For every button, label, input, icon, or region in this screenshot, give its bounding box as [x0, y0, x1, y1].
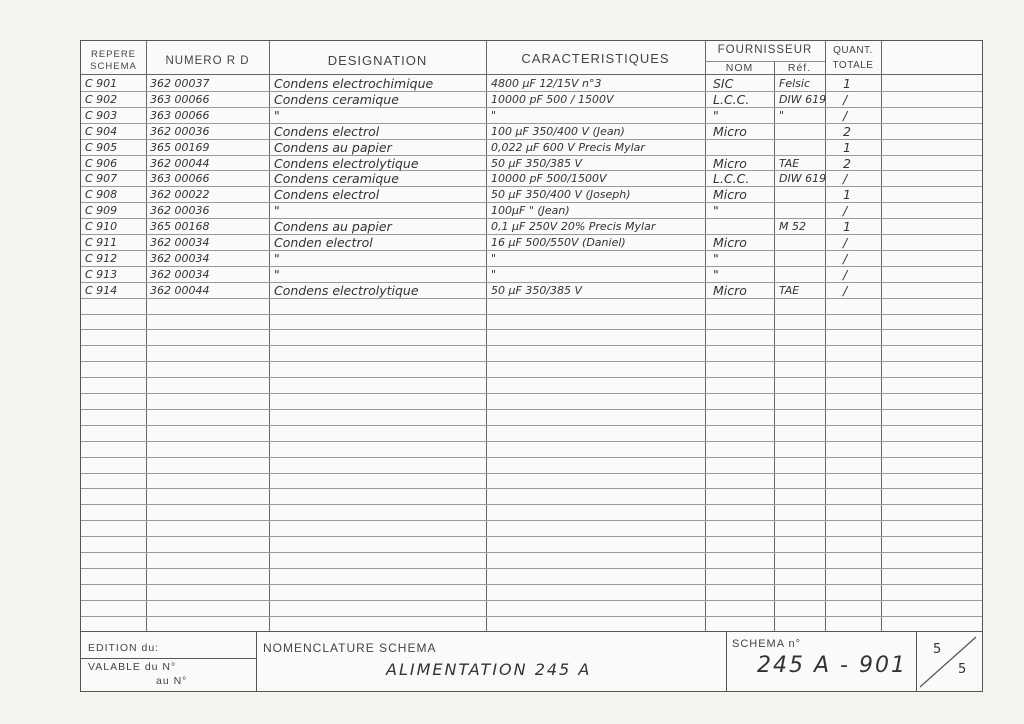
row-ref-cell: TAE [779, 283, 800, 297]
footer-page-number: 5 [933, 642, 942, 657]
row-designation-cell: Condens ceramique [274, 171, 399, 187]
footer-nomenclature-label: NOMENCLATURE SCHEMA [263, 641, 437, 655]
row-caracteristiques-cell: " [491, 267, 497, 281]
row-repere-cell: C 906 [85, 156, 118, 170]
row-numero-cell: 362 00044 [150, 156, 210, 170]
row-designation-cell: Condens electrochimique [274, 76, 434, 91]
table-rule-line [81, 616, 982, 617]
row-repere-cell: C 912 [85, 251, 118, 265]
row-repere-cell: C 914 [85, 283, 118, 297]
row-repere-cell: C 905 [85, 140, 118, 154]
header-bottom-line [81, 74, 982, 75]
table-rule-line [81, 314, 982, 315]
header-fournisseur: FOURNISSEUR [717, 44, 813, 56]
row-quant-cell: / [843, 171, 848, 187]
col-divider [705, 41, 706, 631]
row-ref-cell: M 52 [779, 220, 806, 234]
row-nom-cell: " [713, 107, 719, 123]
footer-divider [256, 631, 257, 691]
row-numero-cell: 363 00066 [150, 108, 210, 122]
row-designation-cell: Condens electrol [274, 123, 380, 139]
table-rule-line [81, 504, 982, 505]
footer-schema-label: SCHEMA n° [732, 638, 802, 650]
row-nom-cell: " [713, 203, 719, 219]
row-caracteristiques-cell: 10000 pF 500 / 1500V [491, 92, 614, 106]
table-rule-line [81, 345, 982, 346]
table-rule-line [81, 488, 982, 489]
row-quant-cell: / [843, 250, 848, 266]
row-caracteristiques-cell: 0,022 µF 600 V Precis Mylar [491, 140, 645, 154]
footer-edition-line [81, 658, 256, 659]
row-nom-cell: L.C.C. [713, 91, 750, 107]
table-rule-line [81, 552, 982, 553]
page-diagonal [916, 631, 982, 691]
row-numero-cell: 365 00169 [150, 140, 210, 154]
header-repere-line1: REPERE [90, 49, 137, 60]
table-rule-line [81, 520, 982, 521]
footer-divider [726, 631, 727, 691]
row-designation-cell: Condens electrol [274, 187, 380, 203]
header-caracteristiques: CARACTERISTIQUES [521, 51, 670, 66]
row-ref-cell: " [779, 108, 785, 122]
row-designation-cell: " [274, 203, 280, 219]
row-nom-cell: Micro [713, 282, 747, 298]
row-nom-cell: L.C.C. [713, 171, 750, 187]
row-ref-cell: Felsic [779, 77, 810, 90]
row-quant-cell: / [843, 203, 848, 219]
row-numero-cell: 365 00168 [150, 220, 210, 234]
footer-schema-title: ALIMENTATION 245 A [386, 660, 592, 679]
row-repere-cell: C 904 [85, 124, 118, 138]
row-ref-cell: TAE [779, 156, 800, 170]
row-designation-cell: Conden electrol [274, 235, 373, 250]
table-rule-line [81, 441, 982, 442]
row-quant-cell: 1 [843, 139, 851, 155]
table-rule-line [81, 600, 982, 601]
row-nom-cell: SIC [713, 76, 734, 91]
row-numero-cell: 362 00036 [150, 124, 210, 138]
footer-page-total: 5 [958, 662, 967, 677]
table-rule-line [81, 473, 982, 474]
row-caracteristiques-cell: 50 µF 350/400 V (Joseph) [491, 188, 631, 202]
row-nom-cell: Micro [713, 235, 747, 250]
table-rule-line [81, 536, 982, 537]
row-designation-cell: Condens electrolytique [274, 282, 419, 298]
header-ref: Réf. [787, 62, 812, 74]
footer-edition-label: EDITION du: [88, 642, 160, 654]
table-rule-line [81, 584, 982, 585]
row-caracteristiques-cell: 0,1 µF 250V 20% Precis Mylar [491, 220, 656, 234]
row-repere-cell: C 909 [85, 204, 118, 218]
col-divider [486, 41, 487, 631]
row-repere-cell: C 908 [85, 188, 118, 202]
table-rule-line [81, 457, 982, 458]
table-rule-line [81, 329, 982, 330]
row-quant-cell: 2 [843, 155, 851, 171]
row-repere-cell: C 913 [85, 267, 118, 281]
row-repere-cell: C 907 [85, 172, 118, 186]
row-numero-cell: 362 00044 [150, 283, 210, 297]
footer-au-label: au N° [156, 675, 188, 687]
row-quant-cell: 1 [843, 76, 851, 91]
row-numero-cell: 362 00034 [150, 251, 210, 265]
footer-schema-number: 245 A - 901 [757, 653, 907, 678]
row-quant-cell: / [843, 107, 848, 123]
row-repere-cell: C 910 [85, 220, 118, 234]
row-caracteristiques-cell: 10000 pF 500/1500V [491, 172, 607, 186]
table-rule-line [81, 361, 982, 362]
table-rule-line [81, 425, 982, 426]
row-designation-cell: Condens au papier [274, 219, 392, 235]
row-caracteristiques-cell: 4800 µF 12/15V n°3 [491, 77, 602, 90]
row-numero-cell: 363 00066 [150, 172, 210, 186]
row-caracteristiques-cell: " [491, 251, 497, 265]
row-nom-cell: " [713, 250, 719, 266]
row-nom-cell: " [713, 266, 719, 282]
row-quant-cell: / [843, 235, 848, 250]
row-designation-cell: Condens au papier [274, 139, 392, 155]
row-quant-cell: / [843, 282, 848, 298]
row-numero-cell: 362 00022 [150, 188, 210, 202]
row-designation-cell: Condens electrolytique [274, 155, 419, 171]
header-numero: NUMERO R D [165, 55, 250, 67]
row-repere-cell: C 911 [85, 236, 118, 249]
col-divider [825, 41, 826, 631]
row-quant-cell: 2 [843, 123, 851, 139]
row-caracteristiques-cell: 100 µF 350/400 V (Jean) [491, 124, 625, 138]
row-designation-cell: " [274, 266, 280, 282]
row-numero-cell: 363 00066 [150, 92, 210, 106]
row-numero-cell: 362 00037 [150, 77, 210, 90]
table-rule-line [81, 393, 982, 394]
row-numero-cell: 362 00034 [150, 236, 210, 249]
row-quant-cell: 1 [843, 187, 851, 203]
row-repere-cell: C 903 [85, 108, 118, 122]
row-caracteristiques-cell: 100µF " (Jean) [491, 204, 570, 218]
row-designation-cell: " [274, 107, 280, 123]
row-ref-cell: DIW 619 [779, 172, 827, 186]
col-divider [881, 41, 882, 631]
table-rule-line [81, 568, 982, 569]
row-caracteristiques-cell: 50 µF 350/385 V [491, 283, 583, 297]
row-numero-cell: 362 00034 [150, 267, 210, 281]
nomenclature-sheet [80, 40, 983, 692]
footer-top-line [81, 631, 982, 632]
row-repere-cell: C 901 [85, 77, 118, 90]
table-rule-line [81, 409, 982, 410]
row-nom-cell: Micro [713, 187, 747, 203]
table-rule-line [81, 298, 982, 299]
row-numero-cell: 362 00036 [150, 204, 210, 218]
row-nom-cell: Micro [713, 155, 747, 171]
header-quant [825, 43, 881, 73]
header-nom: NOM [725, 62, 754, 74]
row-quant-cell: / [843, 266, 848, 282]
row-caracteristiques-cell: 50 µF 350/385 V [491, 156, 583, 170]
row-caracteristiques-cell: 16 µF 500/550V (Daniel) [491, 236, 626, 249]
header-designation: DESIGNATION [327, 53, 428, 68]
header-repere [81, 49, 146, 73]
header-repere-line2: SCHEMA [90, 61, 137, 72]
row-quant-cell: 1 [843, 219, 851, 235]
header-quant-line2: TOTALE [832, 60, 874, 71]
col-divider [146, 41, 147, 631]
col-divider [269, 41, 270, 631]
row-repere-cell: C 902 [85, 92, 118, 106]
row-caracteristiques-cell: " [491, 108, 497, 122]
row-nom-cell: Micro [713, 123, 747, 139]
row-quant-cell: / [843, 91, 848, 107]
row-designation-cell: " [274, 250, 280, 266]
footer-valable-label: VALABLE du N° [88, 661, 177, 673]
table-rule-line [81, 377, 982, 378]
row-ref-cell: DIW 619 [779, 92, 827, 106]
header-quant-line1: QUANT. [833, 45, 873, 56]
row-designation-cell: Condens ceramique [274, 91, 399, 107]
